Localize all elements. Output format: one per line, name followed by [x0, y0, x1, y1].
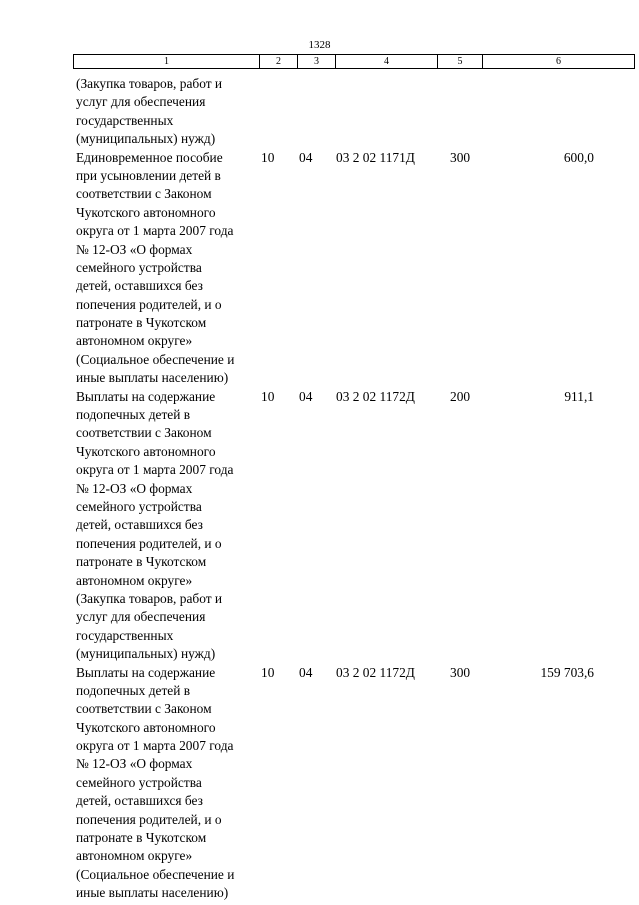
description-line: Чукотского автономного	[76, 719, 216, 735]
amount-value: 911,1	[564, 388, 594, 404]
column-header-2: 2	[260, 55, 298, 69]
description-line: детей, оставшихся без	[76, 278, 203, 294]
description-line: Выплаты на содержание	[76, 388, 216, 404]
description-line: (Закупка товаров, работ и	[76, 76, 223, 91]
amount-value: 600,0	[563, 149, 594, 165]
row-description	[76, 664, 262, 903]
page-number: 1328	[308, 39, 331, 51]
description-line: услуг для обеспечения	[76, 609, 206, 625]
column-header-3: 3	[298, 55, 336, 69]
description-line: семейного устройства	[76, 259, 202, 275]
description-line: автономном округе»	[76, 333, 193, 349]
description-line: подопечных детей в	[76, 407, 191, 423]
description-line: Чукотского автономного	[76, 443, 216, 459]
description-line: № 12-ОЗ «О формах	[76, 756, 193, 772]
description-line: № 12-ОЗ «О формах	[76, 480, 193, 496]
subsection-code: 04	[299, 149, 313, 165]
description-line: округа от 1 марта 2007 года	[76, 738, 234, 754]
description-line: подопечных детей в	[76, 682, 191, 698]
description-line: государственных	[76, 112, 174, 128]
target-article-code: 03 2 02 1172Д	[336, 664, 415, 680]
target-article-code: 03 2 02 1171Д	[336, 149, 415, 165]
table-header-row	[74, 55, 635, 69]
description-line: иные выплаты населению)	[76, 885, 229, 901]
description-line: округа от 1 марта 2007 года	[76, 462, 234, 478]
section-code: 10	[261, 664, 275, 680]
description-line: Единовременное пособие	[76, 149, 223, 165]
description-line: (муниципальных) нужд)	[76, 646, 216, 662]
description-line: (Социальное обеспечение и	[76, 866, 235, 882]
description-line: детей, оставшихся без	[76, 793, 203, 809]
description-line: услуг для обеспечения	[76, 94, 206, 110]
expense-type-code: 200	[450, 388, 471, 404]
description-line: государственных	[76, 627, 174, 643]
description-line: иные выплаты населению)	[76, 370, 229, 386]
column-header-6: 6	[483, 55, 635, 69]
description-line: попечения родителей, и о	[76, 811, 222, 827]
table-header	[73, 54, 635, 69]
description-line: соответствии с Законом	[76, 425, 212, 441]
table-body	[0, 75, 639, 903]
table-row	[0, 388, 639, 664]
description-line: (муниципальных) нужд)	[76, 131, 216, 147]
section-code: 10	[261, 149, 275, 165]
description-line: семейного устройства	[76, 498, 202, 514]
table-row	[0, 149, 639, 388]
description-line: (Социальное обеспечение и	[76, 351, 235, 367]
subsection-code: 04	[299, 388, 313, 404]
description-line: автономном округе»	[76, 848, 193, 864]
description-line: попечения родителей, и о	[76, 296, 222, 312]
column-header-1: 1	[74, 55, 260, 69]
description-line: патронате в Чукотском	[76, 554, 207, 570]
table-row	[0, 664, 639, 903]
description-line: соответствии с Законом	[76, 701, 212, 717]
description-line: детей, оставшихся без	[76, 517, 203, 533]
description-line: № 12-ОЗ «О формах	[76, 241, 193, 257]
description-line: соответствии с Законом	[76, 186, 212, 202]
section-code: 10	[261, 388, 275, 404]
amount-value: 159 703,6	[540, 664, 594, 680]
column-header-4: 4	[336, 55, 438, 69]
column-header-5: 5	[438, 55, 483, 69]
description-line: округа от 1 марта 2007 года	[76, 223, 234, 239]
description-line: патронате в Чукотском	[76, 315, 207, 331]
table-row	[0, 75, 639, 149]
description-line: попечения родителей, и о	[76, 535, 222, 551]
description-line: (Закупка товаров, работ и	[76, 590, 223, 606]
expense-type-code: 300	[450, 149, 471, 165]
description-line: семейного устройства	[76, 774, 202, 790]
row-description	[76, 149, 262, 388]
description-line: автономном округе»	[76, 572, 193, 588]
description-line: патронате в Чукотском	[76, 830, 207, 846]
expense-type-code: 300	[450, 664, 471, 680]
row-description	[76, 75, 262, 149]
row-description	[76, 388, 262, 664]
description-line: Выплаты на содержание	[76, 664, 216, 680]
target-article-code: 03 2 02 1172Д	[336, 388, 415, 404]
description-line: Чукотского автономного	[76, 204, 216, 220]
subsection-code: 04	[299, 664, 313, 680]
description-line: при усыновлении детей в	[76, 167, 221, 183]
